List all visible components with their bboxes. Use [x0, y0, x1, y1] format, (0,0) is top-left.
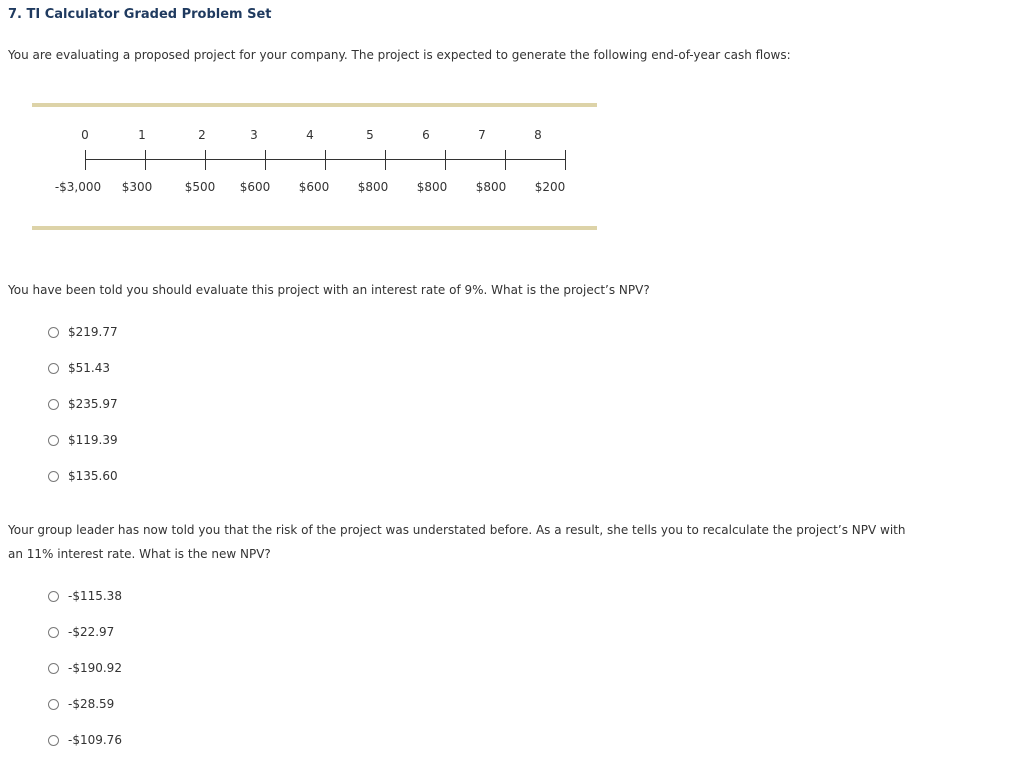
answer-option[interactable] [48, 458, 118, 494]
question-1-text: You have been told you should evaluate this project with an interest rate of 9%. What is the project’s NPV? [8, 283, 650, 297]
timeline-tick [265, 150, 266, 170]
radio-button[interactable] [48, 435, 59, 446]
option-label: $135.60 [68, 469, 118, 483]
timeline-bottom-rule [32, 226, 597, 230]
option-label: $119.39 [68, 433, 118, 447]
cash-flow-value: $600 [298, 180, 330, 194]
question-2-text-line-1: Your group leader has now told you that the risk of the project was understated before. As a result, she tells you to recalculate the project’s NPV with [8, 523, 906, 537]
question-2-options [48, 578, 122, 758]
period-label: 4 [306, 128, 314, 142]
intro-text: You are evaluating a proposed project for your company. The project is expected to generate the following end-of-year cash flows: [8, 48, 791, 62]
problem-title: 7. TI Calculator Graded Problem Set [8, 7, 272, 22]
question-2-text-line-2: an 11% interest rate. What is the new NPV? [8, 547, 271, 561]
cash-flow-value: $800 [357, 180, 389, 194]
option-label: -$28.59 [68, 697, 115, 711]
radio-button[interactable] [48, 663, 59, 674]
radio-button[interactable] [48, 363, 59, 374]
cash-flow-value: $800 [416, 180, 448, 194]
cash-flow-value: $800 [475, 180, 507, 194]
cash-flow-value: $300 [121, 180, 153, 194]
cash-flow-timeline [32, 103, 597, 231]
period-label: 5 [366, 128, 374, 142]
answer-option[interactable] [48, 650, 122, 686]
radio-button[interactable] [48, 399, 59, 410]
cash-flow-value: -$3,000 [54, 180, 102, 194]
radio-button[interactable] [48, 735, 59, 746]
cash-flow-value: $600 [239, 180, 271, 194]
radio-button[interactable] [48, 471, 59, 482]
timeline-tick [385, 150, 386, 170]
timeline-tick [205, 150, 206, 170]
period-label: 1 [138, 128, 146, 142]
period-label: 0 [81, 128, 89, 142]
question-1-options [48, 314, 118, 494]
answer-option[interactable] [48, 314, 118, 350]
cash-flow-value: $200 [534, 180, 566, 194]
option-label: $235.97 [68, 397, 118, 411]
option-label: -$109.76 [68, 733, 122, 747]
answer-option[interactable] [48, 614, 122, 650]
option-label: -$190.92 [68, 661, 122, 675]
answer-option[interactable] [48, 722, 122, 758]
option-label: $51.43 [68, 361, 110, 375]
timeline-tick [505, 150, 506, 170]
radio-button[interactable] [48, 627, 59, 638]
timeline-tick [565, 150, 566, 170]
radio-button[interactable] [48, 591, 59, 602]
period-label: 7 [478, 128, 486, 142]
option-label: -$22.97 [68, 625, 115, 639]
timeline-top-rule [32, 103, 597, 107]
answer-option[interactable] [48, 686, 122, 722]
timeline-tick [445, 150, 446, 170]
option-label: $219.77 [68, 325, 118, 339]
period-label: 3 [250, 128, 258, 142]
answer-option[interactable] [48, 578, 122, 614]
period-label: 8 [534, 128, 542, 142]
answer-option[interactable] [48, 386, 118, 422]
radio-button[interactable] [48, 327, 59, 338]
option-label: -$115.38 [68, 589, 122, 603]
answer-option[interactable] [48, 350, 118, 386]
period-label: 2 [198, 128, 206, 142]
timeline-tick [145, 150, 146, 170]
timeline-tick [325, 150, 326, 170]
answer-option[interactable] [48, 422, 118, 458]
timeline-tick [85, 150, 86, 170]
period-label: 6 [422, 128, 430, 142]
cash-flow-value: $500 [184, 180, 216, 194]
radio-button[interactable] [48, 699, 59, 710]
